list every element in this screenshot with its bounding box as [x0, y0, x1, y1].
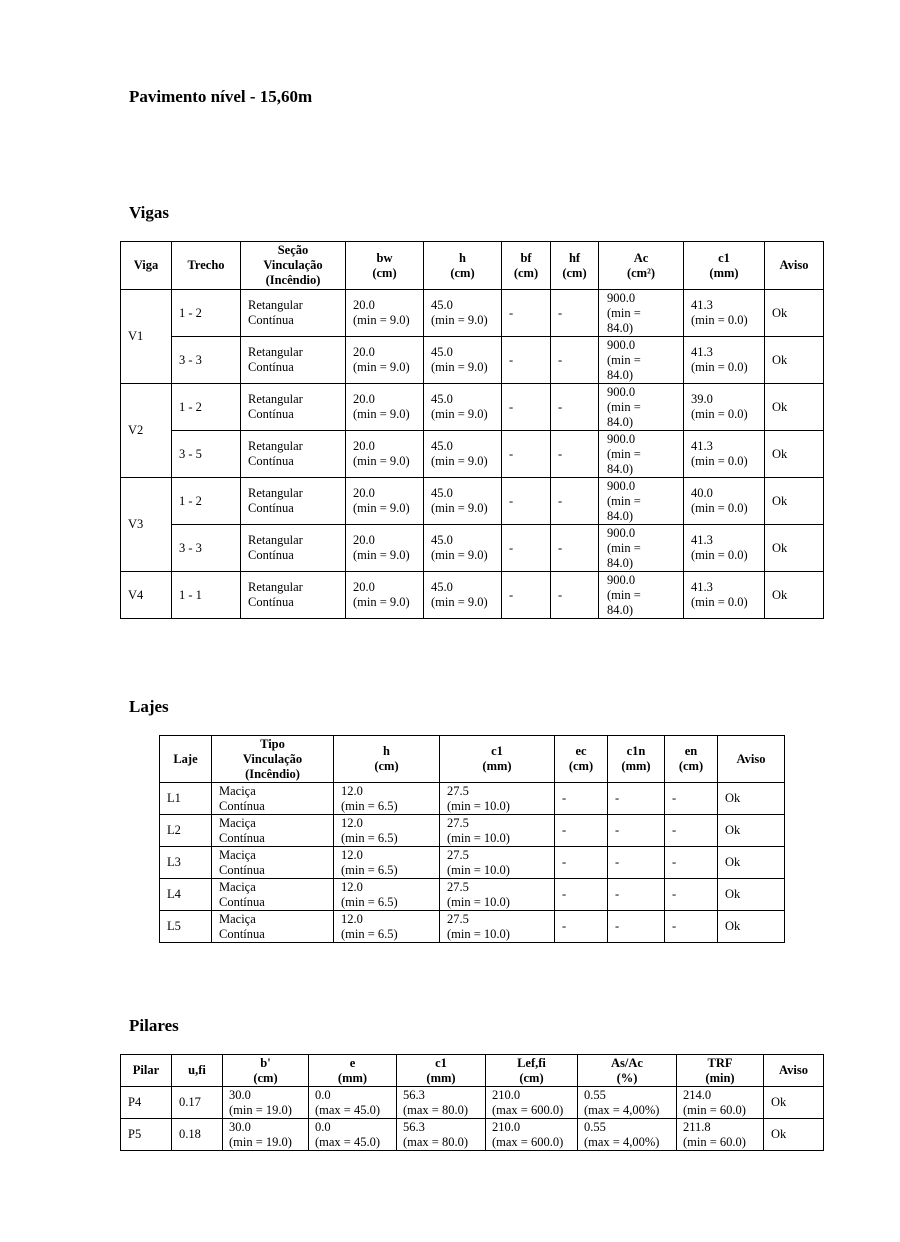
- c1n-cell: -: [608, 847, 665, 879]
- trf-cell: 214.0 (min = 60.0): [677, 1087, 764, 1119]
- pilares-heading: Pilares: [129, 1016, 179, 1035]
- table-row: [121, 572, 824, 619]
- c1n-cell: -: [608, 783, 665, 815]
- lajes-header-aviso: Aviso: [718, 736, 785, 783]
- c1-cell: 27.5 (min = 10.0): [440, 911, 555, 943]
- aviso-cell: Ok: [765, 572, 824, 619]
- h-cell: 45.0 (min = 9.0): [424, 431, 502, 478]
- ac-cell: 900.0 (min = 84.0): [599, 290, 684, 337]
- trecho-cell: 1 - 1: [172, 572, 241, 619]
- h-cell: 12.0 (min = 6.5): [334, 911, 440, 943]
- c1-cell: 56.3 (max = 80.0): [397, 1119, 486, 1151]
- c1-cell: 56.3 (max = 80.0): [397, 1087, 486, 1119]
- lajes-table: [159, 735, 785, 943]
- c1-cell: 27.5 (min = 10.0): [440, 815, 555, 847]
- pilar-cell: P5: [121, 1119, 172, 1151]
- secao-cell: Retangular Contínua: [241, 572, 346, 619]
- c1-cell: 41.3 (min = 0.0): [684, 290, 765, 337]
- pilares-header-asac: As/Ac (%): [578, 1055, 677, 1087]
- aviso-cell: Ok: [764, 1087, 824, 1119]
- table-row: [121, 1119, 824, 1151]
- tipo-cell: Maciça Contínua: [212, 815, 334, 847]
- table-row: [160, 783, 785, 815]
- c1n-cell: -: [608, 815, 665, 847]
- b-cell: 30.0 (min = 19.0): [223, 1119, 309, 1151]
- table-row: [121, 431, 824, 478]
- bw-cell: 20.0 (min = 9.0): [346, 478, 424, 525]
- laje-cell: L1: [160, 783, 212, 815]
- lajes-header-en: en (cm): [665, 736, 718, 783]
- asac-cell: 0.55 (max = 4,00%): [578, 1087, 677, 1119]
- vigas-header-aviso: Aviso: [765, 242, 824, 290]
- vigas-table: [120, 241, 824, 619]
- pilares-header-row: [121, 1055, 824, 1087]
- aviso-cell: Ok: [765, 337, 824, 384]
- aviso-cell: Ok: [765, 431, 824, 478]
- secao-cell: Retangular Contínua: [241, 384, 346, 431]
- aviso-cell: Ok: [765, 384, 824, 431]
- pilar-cell: P4: [121, 1087, 172, 1119]
- vigas-header-ac: Ac (cm²): [599, 242, 684, 290]
- ac-cell: 900.0 (min = 84.0): [599, 525, 684, 572]
- trecho-cell: 3 - 5: [172, 431, 241, 478]
- h-cell: 45.0 (min = 9.0): [424, 337, 502, 384]
- pilares-header-ufi: u,fi: [172, 1055, 223, 1087]
- vigas-header-secao: Seção Vinculação (Incêndio): [241, 242, 346, 290]
- ac-cell: 900.0 (min = 84.0): [599, 384, 684, 431]
- bf-cell: -: [502, 384, 551, 431]
- lajes-header-row: [160, 736, 785, 783]
- ac-cell: 900.0 (min = 84.0): [599, 478, 684, 525]
- vigas-header-bw: bw (cm): [346, 242, 424, 290]
- h-cell: 45.0 (min = 9.0): [424, 572, 502, 619]
- h-cell: 45.0 (min = 9.0): [424, 384, 502, 431]
- ac-cell: 900.0 (min = 84.0): [599, 337, 684, 384]
- vigas-header-row: [121, 242, 824, 290]
- h-cell: 12.0 (min = 6.5): [334, 815, 440, 847]
- lajes-header-c1n: c1n (mm): [608, 736, 665, 783]
- secao-cell: Retangular Contínua: [241, 290, 346, 337]
- table-row: [121, 290, 824, 337]
- secao-cell: Retangular Contínua: [241, 525, 346, 572]
- b-cell: 30.0 (min = 19.0): [223, 1087, 309, 1119]
- pilares-header-e: e (mm): [309, 1055, 397, 1087]
- lef-cell: 210.0 (max = 600.0): [486, 1119, 578, 1151]
- trecho-cell: 1 - 2: [172, 478, 241, 525]
- pilares-header-trf: TRF (min): [677, 1055, 764, 1087]
- table-row: [160, 815, 785, 847]
- hf-cell: -: [551, 290, 599, 337]
- h-cell: 12.0 (min = 6.5): [334, 783, 440, 815]
- laje-cell: L2: [160, 815, 212, 847]
- aviso-cell: Ok: [718, 847, 785, 879]
- en-cell: -: [665, 911, 718, 943]
- c1-cell: 41.3 (min = 0.0): [684, 572, 765, 619]
- hf-cell: -: [551, 384, 599, 431]
- trf-cell: 211.8 (min = 60.0): [677, 1119, 764, 1151]
- table-row: [121, 384, 824, 431]
- bw-cell: 20.0 (min = 9.0): [346, 525, 424, 572]
- hf-cell: -: [551, 525, 599, 572]
- c1n-cell: -: [608, 911, 665, 943]
- lajes-header-laje: Laje: [160, 736, 212, 783]
- ec-cell: -: [555, 911, 608, 943]
- vigas-header-hf: hf (cm): [551, 242, 599, 290]
- en-cell: -: [665, 783, 718, 815]
- vigas-header-bf: bf (cm): [502, 242, 551, 290]
- en-cell: -: [665, 815, 718, 847]
- h-cell: 12.0 (min = 6.5): [334, 879, 440, 911]
- table-row: [121, 525, 824, 572]
- viga-cell: V4: [121, 572, 172, 619]
- c1-cell: 40.0 (min = 0.0): [684, 478, 765, 525]
- bf-cell: -: [502, 337, 551, 384]
- aviso-cell: Ok: [765, 525, 824, 572]
- lajes-header-tipo: Tipo Vinculação (Incêndio): [212, 736, 334, 783]
- table-row: [121, 478, 824, 525]
- table-row: [160, 847, 785, 879]
- ec-cell: -: [555, 783, 608, 815]
- c1n-cell: -: [608, 879, 665, 911]
- c1-cell: 41.3 (min = 0.0): [684, 431, 765, 478]
- bw-cell: 20.0 (min = 9.0): [346, 290, 424, 337]
- ufi-cell: 0.18: [172, 1119, 223, 1151]
- c1-cell: 39.0 (min = 0.0): [684, 384, 765, 431]
- asac-cell: 0.55 (max = 4,00%): [578, 1119, 677, 1151]
- aviso-cell: Ok: [764, 1119, 824, 1151]
- ec-cell: -: [555, 815, 608, 847]
- bf-cell: -: [502, 431, 551, 478]
- bw-cell: 20.0 (min = 9.0): [346, 337, 424, 384]
- secao-cell: Retangular Contínua: [241, 431, 346, 478]
- table-row: [121, 1087, 824, 1119]
- tipo-cell: Maciça Contínua: [212, 847, 334, 879]
- table-row: [121, 337, 824, 384]
- viga-cell: V2: [121, 384, 172, 478]
- viga-cell: V3: [121, 478, 172, 572]
- bf-cell: -: [502, 290, 551, 337]
- bf-cell: -: [502, 478, 551, 525]
- trecho-cell: 1 - 2: [172, 384, 241, 431]
- bf-cell: -: [502, 572, 551, 619]
- pilares-header-lef: Lef,fi (cm): [486, 1055, 578, 1087]
- laje-cell: L4: [160, 879, 212, 911]
- vigas-heading: Vigas: [129, 203, 169, 222]
- lef-cell: 210.0 (max = 600.0): [486, 1087, 578, 1119]
- ec-cell: -: [555, 847, 608, 879]
- tipo-cell: Maciça Contínua: [212, 911, 334, 943]
- viga-cell: V1: [121, 290, 172, 384]
- aviso-cell: Ok: [718, 911, 785, 943]
- pilares-header-c1: c1 (mm): [397, 1055, 486, 1087]
- aviso-cell: Ok: [765, 290, 824, 337]
- bw-cell: 20.0 (min = 9.0): [346, 572, 424, 619]
- hf-cell: -: [551, 431, 599, 478]
- secao-cell: Retangular Contínua: [241, 478, 346, 525]
- tipo-cell: Maciça Contínua: [212, 783, 334, 815]
- vigas-header-c1: c1 (mm): [684, 242, 765, 290]
- vigas-header-h: h (cm): [424, 242, 502, 290]
- aviso-cell: Ok: [718, 879, 785, 911]
- c1-cell: 27.5 (min = 10.0): [440, 847, 555, 879]
- pilares-table: [120, 1054, 824, 1151]
- e-cell: 0.0 (max = 45.0): [309, 1119, 397, 1151]
- c1-cell: 41.3 (min = 0.0): [684, 337, 765, 384]
- lajes-heading: Lajes: [129, 697, 169, 716]
- trecho-cell: 3 - 3: [172, 337, 241, 384]
- tipo-cell: Maciça Contínua: [212, 879, 334, 911]
- lajes-header-h: h (cm): [334, 736, 440, 783]
- hf-cell: -: [551, 478, 599, 525]
- trecho-cell: 3 - 3: [172, 525, 241, 572]
- hf-cell: -: [551, 337, 599, 384]
- aviso-cell: Ok: [718, 815, 785, 847]
- page-title: Pavimento nível - 15,60m: [129, 87, 313, 106]
- c1-cell: 27.5 (min = 10.0): [440, 783, 555, 815]
- e-cell: 0.0 (max = 45.0): [309, 1087, 397, 1119]
- en-cell: -: [665, 847, 718, 879]
- trecho-cell: 1 - 2: [172, 290, 241, 337]
- en-cell: -: [665, 879, 718, 911]
- pilares-header-pilar: Pilar: [121, 1055, 172, 1087]
- ufi-cell: 0.17: [172, 1087, 223, 1119]
- bw-cell: 20.0 (min = 9.0): [346, 431, 424, 478]
- aviso-cell: Ok: [718, 783, 785, 815]
- laje-cell: L3: [160, 847, 212, 879]
- bw-cell: 20.0 (min = 9.0): [346, 384, 424, 431]
- lajes-header-ec: ec (cm): [555, 736, 608, 783]
- pilares-header-b: b' (cm): [223, 1055, 309, 1087]
- h-cell: 12.0 (min = 6.5): [334, 847, 440, 879]
- secao-cell: Retangular Contínua: [241, 337, 346, 384]
- pilares-header-aviso: Aviso: [764, 1055, 824, 1087]
- aviso-cell: Ok: [765, 478, 824, 525]
- hf-cell: -: [551, 572, 599, 619]
- ac-cell: 900.0 (min = 84.0): [599, 431, 684, 478]
- h-cell: 45.0 (min = 9.0): [424, 478, 502, 525]
- c1-cell: 27.5 (min = 10.0): [440, 879, 555, 911]
- h-cell: 45.0 (min = 9.0): [424, 290, 502, 337]
- table-row: [160, 879, 785, 911]
- laje-cell: L5: [160, 911, 212, 943]
- bf-cell: -: [502, 525, 551, 572]
- ec-cell: -: [555, 879, 608, 911]
- ac-cell: 900.0 (min = 84.0): [599, 572, 684, 619]
- c1-cell: 41.3 (min = 0.0): [684, 525, 765, 572]
- vigas-header-viga: Viga: [121, 242, 172, 290]
- table-row: [160, 911, 785, 943]
- h-cell: 45.0 (min = 9.0): [424, 525, 502, 572]
- lajes-header-c1: c1 (mm): [440, 736, 555, 783]
- vigas-header-trecho: Trecho: [172, 242, 241, 290]
